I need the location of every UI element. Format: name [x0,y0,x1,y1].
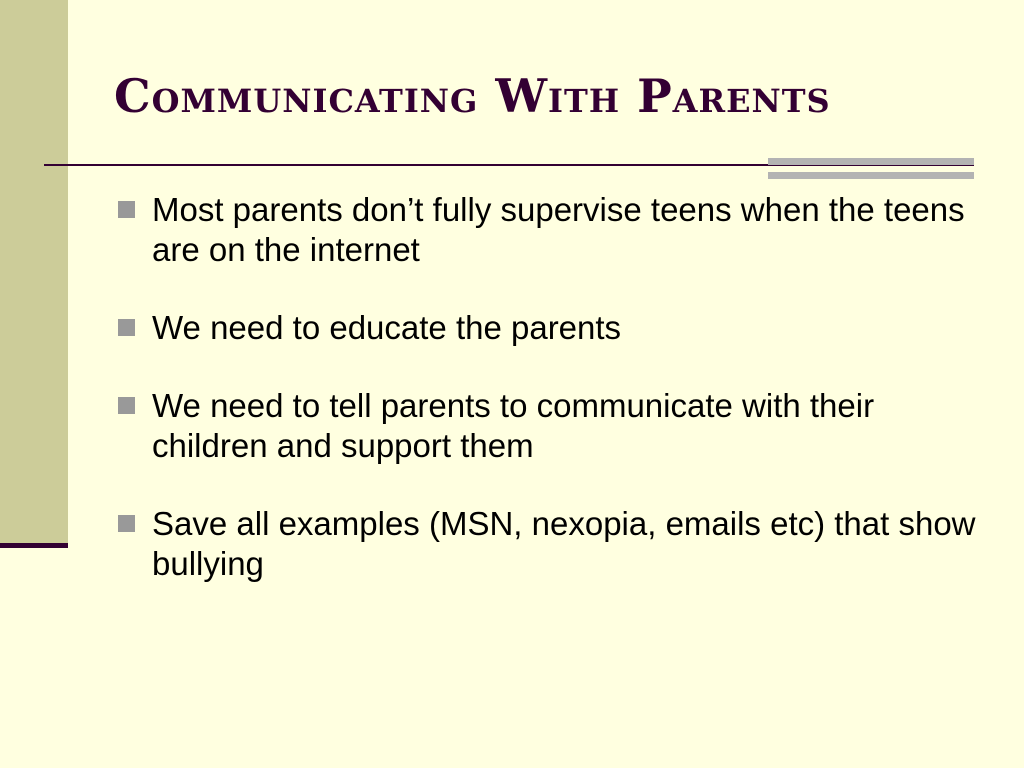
bullet-item-save-examples [116,504,976,584]
square-bullet-icon [118,201,135,218]
divider-accent-bar-bottom [768,172,974,179]
bullet-text: Most parents don’t fully supervise teens when the teens are on the internet [152,191,965,268]
divider-accent-bar-top [768,158,974,165]
left-decorative-band [0,0,68,543]
square-bullet-icon [118,397,135,414]
bullet-text: We need to tell parents to communicate with their children and support them [152,387,875,464]
bullet-list [116,190,976,610]
bullet-item-supervision [116,190,976,270]
bullet-text: Save all examples (MSN, nexopia, emails etc) that show bullying [152,505,976,582]
left-band-underline [0,543,68,548]
square-bullet-icon [118,515,135,532]
bullet-text: We need to educate the parents [152,309,622,346]
bullet-item-communicate [116,386,976,466]
square-bullet-icon [118,319,135,336]
bullet-item-educate [116,308,976,348]
slide-title: Communicating With Parents [114,69,831,123]
